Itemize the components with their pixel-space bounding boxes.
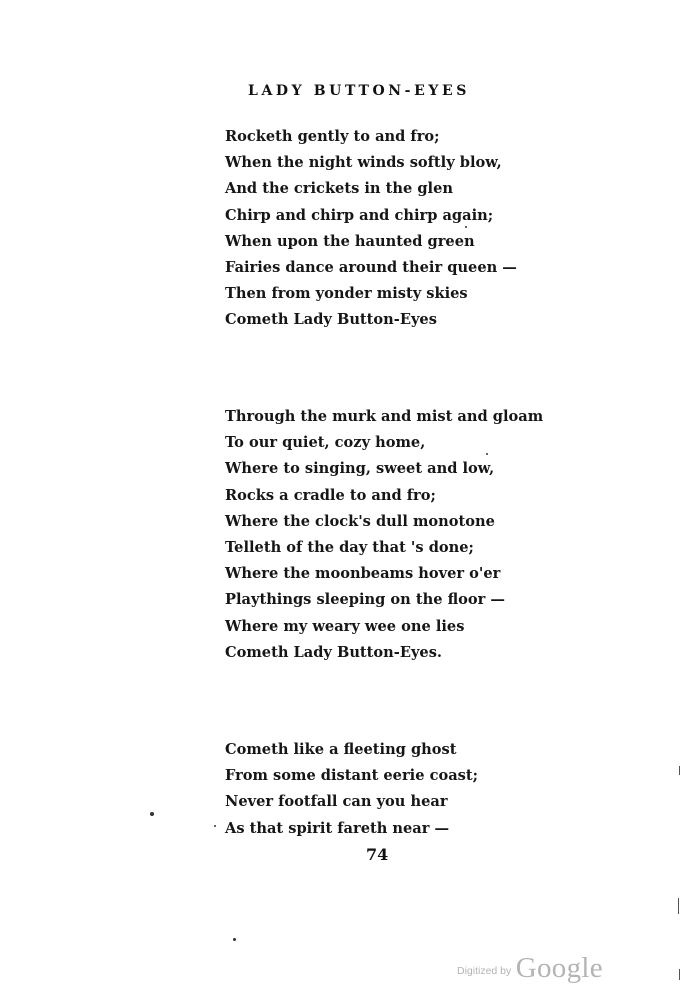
verse-line: Where the clock's dull monotone [225, 512, 495, 530]
verse-line: Fairies dance around their queen — [225, 258, 517, 276]
verse-line: Through the murk and mist and gloam [225, 408, 544, 425]
verse-line: Rocks a cradle to and fro; [225, 486, 436, 504]
edge-mark [679, 766, 680, 775]
verse-line: Rocketh gently to and fro; [225, 128, 440, 145]
running-head: LADY BUTTON-EYES [248, 83, 470, 99]
stanza-1 [225, 124, 517, 334]
verse-line: Never footfall can you hear [225, 793, 448, 811]
verse-line: Cometh Lady Button-Eyes [225, 311, 437, 329]
ink-speck [233, 938, 236, 941]
verse-line: When the night winds softly blow, [225, 154, 502, 172]
digitized-watermark [457, 952, 603, 985]
verse-line: Then from yonder misty skies [225, 285, 468, 303]
verse-line: Chirp and chirp and chirp again; [225, 206, 494, 224]
edge-mark [678, 898, 679, 914]
page-number: 74 [366, 845, 389, 864]
verse-line: From some distant eerie coast; [225, 767, 478, 785]
watermark-prefix: Digitized by [457, 965, 512, 977]
google-wordmark: Google [515, 952, 603, 984]
verse-line: To our quiet, cozy home, [225, 434, 426, 452]
ink-speck [214, 825, 216, 827]
ink-speck [486, 453, 488, 455]
stanza-2 [225, 404, 543, 666]
verse-line: As that spirit fareth near — [225, 819, 450, 837]
verse-line: Playthings sleeping on the floor — [225, 591, 506, 609]
verse-line: And the crickets in the glen [225, 180, 453, 198]
verse-line: Where the moonbeams hover o'er [225, 565, 501, 583]
verse-line: Where to singing, sweet and low, [225, 460, 495, 478]
verse-line: When upon the haunted green [225, 232, 475, 250]
edge-mark [679, 969, 680, 980]
verse-line: Where my weary wee one lies [225, 617, 465, 635]
verse-line: Telleth of the day that 's done; [225, 538, 474, 556]
verse-line: Cometh like a fleeting ghost [225, 741, 457, 758]
ink-speck [465, 226, 467, 228]
stanza-3 [225, 737, 478, 842]
verse-line: Cometh Lady Button-Eyes. [225, 643, 443, 661]
ink-speck [150, 812, 154, 816]
